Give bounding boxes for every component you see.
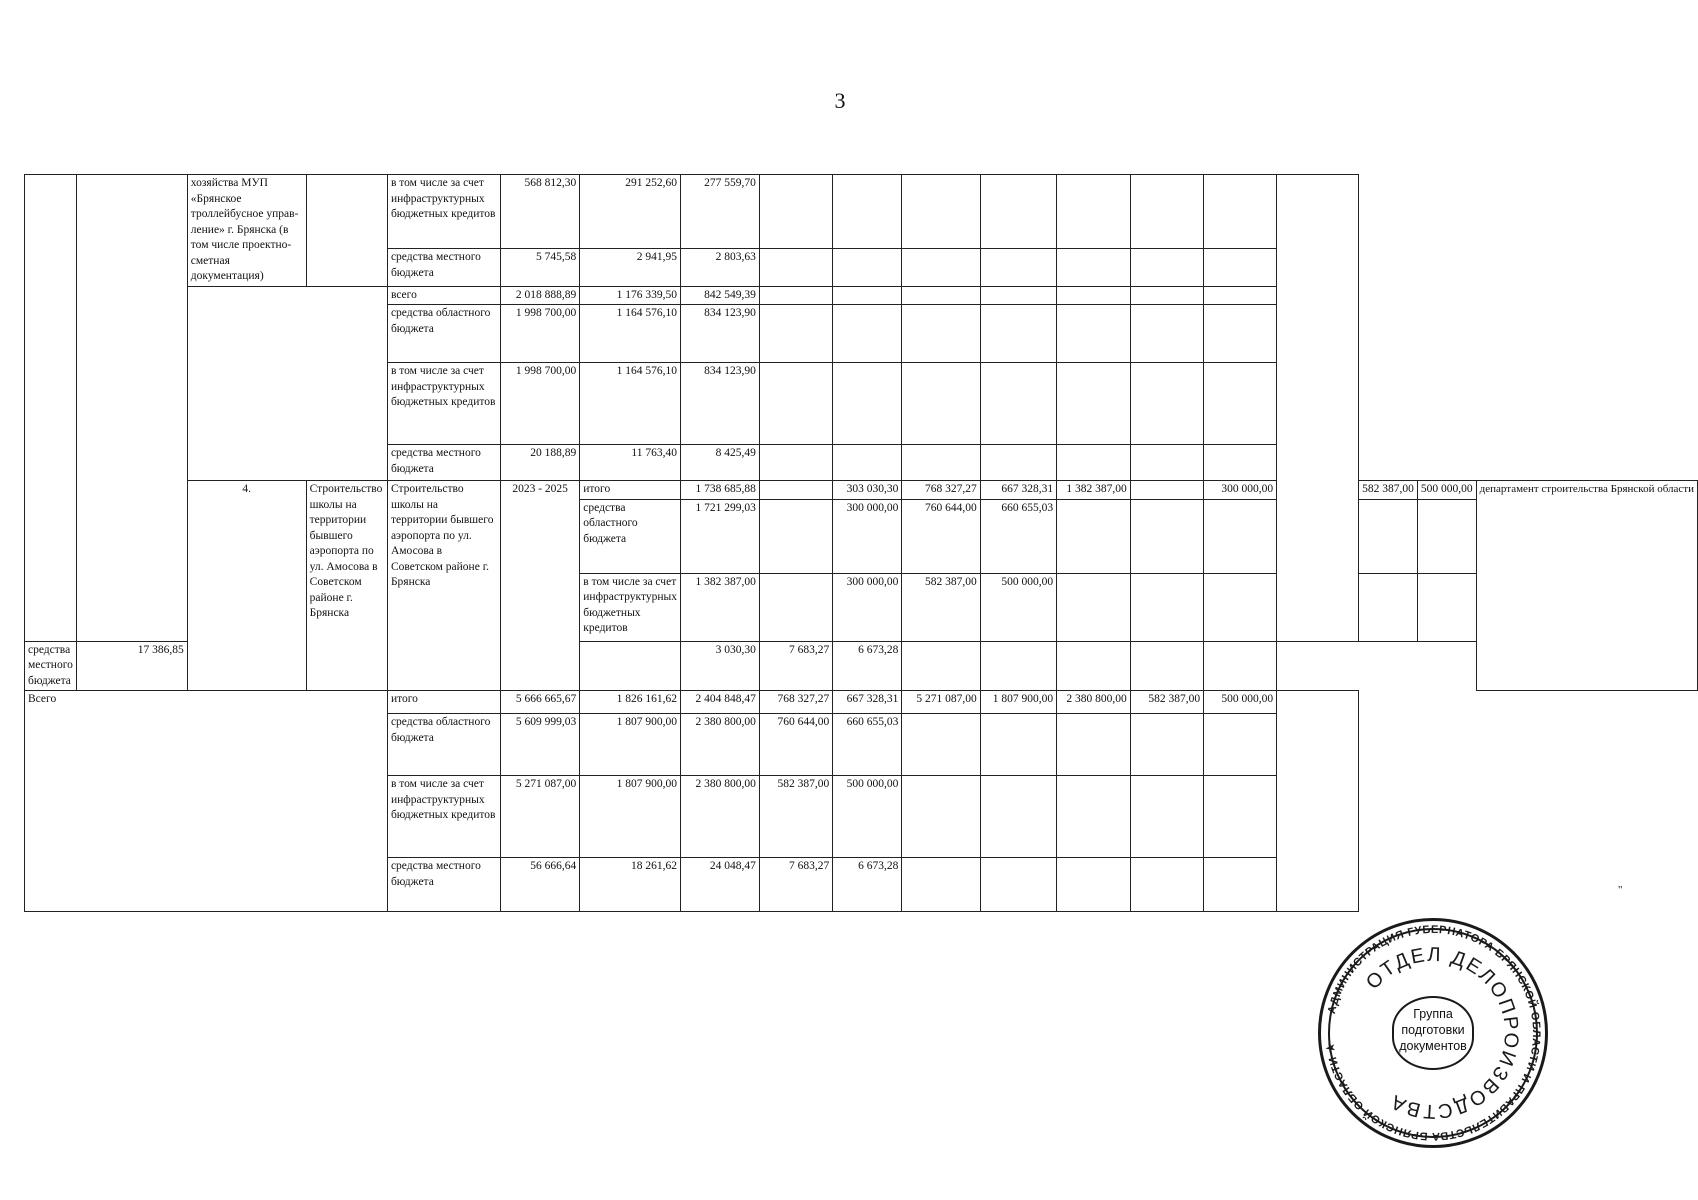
value-cell: 3 030,30 — [680, 641, 759, 691]
stamp-center-line1: Группа — [1413, 1007, 1453, 1021]
value-cell: 582 387,00 — [759, 776, 832, 858]
value-cell — [759, 481, 832, 500]
total-responsible — [1277, 691, 1359, 912]
value-cell: 300 000,00 — [833, 499, 902, 573]
budget-table-wrapper — [24, 174, 1698, 912]
value-cell: 303 030,30 — [833, 481, 902, 500]
table-row — [25, 286, 1698, 305]
value-cell: 500 000,00 — [1417, 481, 1476, 500]
value-cell — [759, 499, 832, 573]
ditto-mark: " — [1618, 884, 1623, 896]
row-label: в том числе за счет инфраструктурных бюджетных кредитов — [387, 776, 500, 858]
total-label: Всего — [25, 691, 388, 912]
row-label: средства местного бюджета — [25, 641, 77, 691]
value-cell: 17 386,85 — [76, 641, 187, 691]
item-number: 4. — [187, 481, 306, 691]
value-cell: 300 000,00 — [1204, 481, 1277, 500]
row-label: итого — [387, 691, 500, 714]
value-cell: 291 252,60 — [580, 175, 681, 249]
row-label: средства областного бюджета — [387, 305, 500, 363]
value-cell: 500 000,00 — [833, 776, 902, 858]
cell-name-cont — [76, 175, 187, 642]
item-name: Строительство школы на территории бывшего аэропорта по ул. Амосова в Советском районе г. Брянска — [306, 481, 387, 691]
value-cell: 56 666,64 — [500, 858, 579, 912]
subtotal-blank — [187, 286, 387, 481]
item-period: 2023 - 2025 — [500, 481, 579, 691]
value-cell: 582 387,00 — [902, 573, 980, 641]
row-label: средства областного бюджета — [387, 714, 500, 776]
value-cell: 760 644,00 — [902, 499, 980, 573]
value-cell: 1 826 161,62 — [580, 691, 681, 714]
value-cell: 7 683,27 — [759, 858, 832, 912]
value-cell: 667 328,31 — [833, 691, 902, 714]
value-cell: 660 655,03 — [833, 714, 902, 776]
cell-object-cont: хозяйства МУП «Брянское троллейбусное управ-ление» г. Брянска (в том числе проектно-сметная документация) — [187, 175, 306, 287]
row-label: в том числе за счет инфраструктурных бюджетных кредитов — [387, 363, 500, 445]
budget-table — [24, 174, 1698, 912]
value-cell: 5 666 665,67 — [500, 691, 579, 714]
value-cell: 2 404 848,47 — [680, 691, 759, 714]
stamp-center-line3: документов — [1399, 1039, 1467, 1053]
value-cell: 1 721 299,03 — [680, 499, 759, 573]
value-cell: 500 000,00 — [980, 573, 1056, 641]
value-cell: 18 261,62 — [580, 858, 681, 912]
value-cell: 1 382 387,00 — [680, 573, 759, 641]
value-cell: 2 380 800,00 — [680, 714, 759, 776]
table-row — [25, 175, 1698, 249]
office-stamp — [1318, 918, 1548, 1148]
value-cell: 5 609 999,03 — [500, 714, 579, 776]
value-cell: 1 164 576,10 — [580, 305, 681, 363]
stamp-center-line2: подготовки — [1401, 1023, 1465, 1037]
value-cell: 300 000,00 — [833, 573, 902, 641]
row-label: всего — [387, 286, 500, 305]
cell-period-cont — [306, 175, 387, 287]
stamp-ring-text: ОТДЕЛ ДЕЛОПРОИЗВОДСТВА — [1361, 943, 1523, 1123]
value-cell: 1 998 700,00 — [500, 363, 579, 445]
table-row — [25, 691, 1698, 714]
value-cell — [580, 641, 681, 691]
value-cell: 1 807 900,00 — [980, 691, 1056, 714]
table-row — [25, 481, 1698, 500]
item-object: Строительство школы на территории бывшего аэропорта по ул. Амосова в Советском районе г. Брянска — [387, 481, 500, 691]
value-cell: 842 549,39 — [680, 286, 759, 305]
value-cell: 5 745,58 — [500, 249, 579, 286]
value-cell: 7 683,27 — [759, 641, 832, 691]
row-label: итого — [580, 481, 681, 500]
value-cell: 1 176 339,50 — [580, 286, 681, 305]
value-cell: 1 998 700,00 — [500, 305, 579, 363]
value-cell: 1 807 900,00 — [580, 714, 681, 776]
value-cell: 760 644,00 — [759, 714, 832, 776]
value-cell: 667 328,31 — [980, 481, 1056, 500]
value-cell: 5 271 087,00 — [902, 691, 980, 714]
stamp-center — [1392, 996, 1474, 1070]
value-cell: 660 655,03 — [980, 499, 1056, 573]
value-cell: 11 763,40 — [580, 445, 681, 481]
value-cell: 5 271 087,00 — [500, 776, 579, 858]
row-label: средства местного бюджета — [387, 249, 500, 286]
value-cell: 2 380 800,00 — [680, 776, 759, 858]
value-cell: 2 380 800,00 — [1057, 691, 1131, 714]
value-cell: 6 673,28 — [833, 858, 902, 912]
cell-number-cont — [25, 175, 77, 642]
page-number: 3 — [834, 88, 846, 113]
value-cell: 568 812,30 — [500, 175, 579, 249]
value-cell: 768 327,27 — [902, 481, 980, 500]
value-cell: 834 123,90 — [680, 363, 759, 445]
value-cell: 6 673,28 — [833, 641, 902, 691]
value-cell: 768 327,27 — [759, 691, 832, 714]
value-cell — [1130, 481, 1203, 500]
row-label: средства местного бюджета — [387, 445, 500, 481]
value-cell: 8 425,49 — [680, 445, 759, 481]
value-cell: 2 941,95 — [580, 249, 681, 286]
item-responsible: департамент строительства Брянской области — [1476, 481, 1697, 691]
value-cell: 500 000,00 — [1204, 691, 1277, 714]
value-cell — [759, 573, 832, 641]
stamp-outer-text: АДМИНИСТРАЦИЯ ГУБЕРНАТОРА БРЯНСКОЙ ОБЛАСТИ И ПРАВИТЕЛЬСТВА БРЯНСКОЙ ОБЛАСТИ ★ — [1324, 923, 1543, 1143]
value-cell: 1 164 576,10 — [580, 363, 681, 445]
value-cell: 1 738 685,88 — [680, 481, 759, 500]
value-cell: 834 123,90 — [680, 305, 759, 363]
row-label: в том числе за счет инфраструктурных бюджетных кредитов — [387, 175, 500, 249]
value-cell: 277 559,70 — [680, 175, 759, 249]
row-label: в том числе за счет инфраструктурных бюджетных кредитов — [580, 573, 681, 641]
value-cell: 582 387,00 — [1130, 691, 1203, 714]
value-cell: 2 803,63 — [680, 249, 759, 286]
value-cell: 1 382 387,00 — [1057, 481, 1131, 500]
cell-responsible-cont — [1277, 175, 1359, 642]
row-label: средства местного бюджета — [387, 858, 500, 912]
value-cell: 20 188,89 — [500, 445, 579, 481]
value-cell: 24 048,47 — [680, 858, 759, 912]
row-label: средства областного бюджета — [580, 499, 681, 573]
value-cell: 582 387,00 — [1359, 481, 1418, 500]
value-cell: 1 807 900,00 — [580, 776, 681, 858]
value-cell: 2 018 888,89 — [500, 286, 579, 305]
